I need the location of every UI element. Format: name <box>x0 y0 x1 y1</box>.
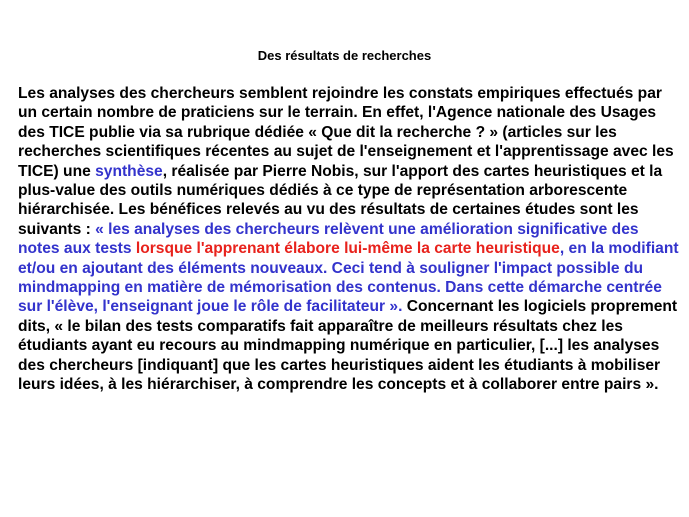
quote-part-one: « les analyses des chercheurs relèvent une amélioration significative des notes aux tests <box>18 220 639 258</box>
body-paragraph <box>18 84 680 395</box>
quote-part-two: , en la modifiant et/ou en ajoutant des éléments nouveaux. Ceci tend à souligner l'impact possible du mindmapping en matière de mémorisation des contenus. Dans cette démarche centrée sur l'élève, l'enseignant joue le rôle de facilitateur ». <box>18 240 679 316</box>
intro-text: Les analyses des chercheurs semblent rejoindre les constats empiriques effectués par un certain nombre de praticiens sur le terrain. En effet, l'Agence nationale des Usages des TICE publie via sa rubrique dédiée « Que dit la recherche ? » (articles sur les recherches scientifiques récentes au sujet de l'enseignement et l'apprentissage avec les TICE) une <box>18 85 674 180</box>
context-text: , réalisée par Pierre Nobis, sur l'apport des cartes heuristiques et la plus-value des outils numériques dédiés à ce type de représentation arborescente hiérarchisée. Les bénéfices relevés au vu des résultats de certaines études sont les suivants : <box>18 162 663 238</box>
software-conclusion-text: Concernant les logiciels proprement dits, « le bilan des tests comparatifs fait apparaître de meilleurs résultats chez les étudiants ayant eu recours au mindmapping numérique en particulier, [...] les analyses des chercheurs [indiquant] que les cartes heuristiques aident les étudiants à mobiliser leurs idées, à les hiérarchiser, à comprendre les concepts et à collaborer entre pairs ». <box>18 298 678 394</box>
synthese-link[interactable]: synthèse <box>95 162 163 180</box>
page-title: Des résultats de recherches <box>257 48 432 63</box>
highlighted-condition: lorsque l'apprenant élabore lui-même la carte heuristique <box>135 240 560 258</box>
